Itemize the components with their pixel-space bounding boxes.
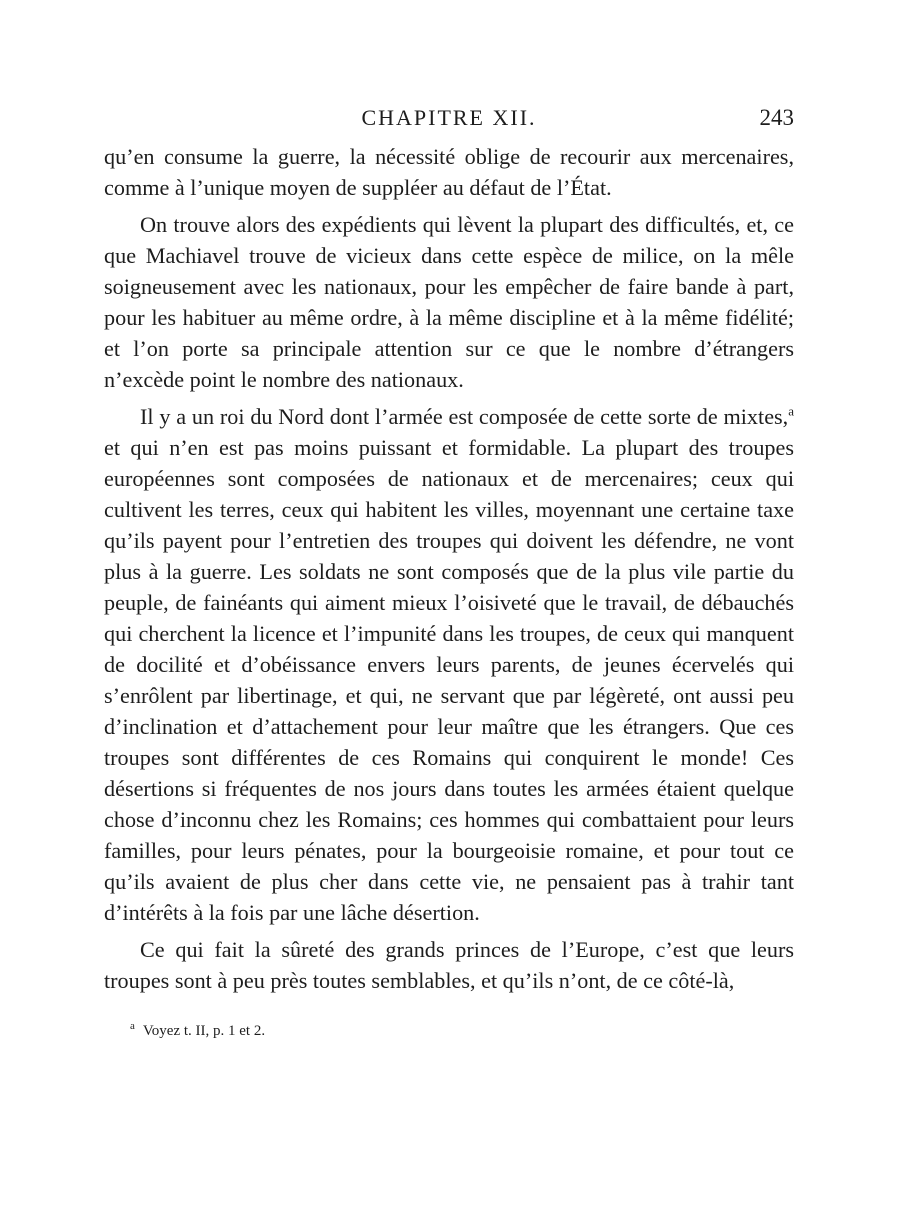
footnote-reference[interactable]: a	[788, 403, 794, 419]
page-number: 243	[759, 105, 794, 130]
footnote-marker: a	[130, 1020, 135, 1032]
page	[104, 105, 794, 1041]
footnote	[104, 1016, 794, 1041]
body-text	[104, 141, 794, 996]
chapter-title: CHAPITRE XII.	[361, 105, 537, 130]
paragraph-text-after-note: et qui n’en est pas moins puissant et formidable. La plupart des troupes européennes sont composées de nationaux et de mercenaires; ceux qui cultivent les terres, ceux qui habitent les villes, moyennant une certaine taxe qu’ils payent pour l’entretien des troupes qui doivent les défendre, ne vont plus à la guerre. Les soldats ne sont composés que de la plus vile partie du peuple, de fainéants qui aiment mieux l’oisiveté que le travail, de débauchés qui cherchent la licence et l’impunité dans les troupes, de ceux qui manquent de docilité et d’obéissance envers leurs parents, de jeunes écervelés qui s’enrôlent par libertinage, et qui, ne servant que par légèreté, ont aussi peu d’inclination et d’attachement pour leur maître que les étrangers. Que ces troupes sont différentes de ces Romains qui conquirent le monde! Ces désertions si fréquentes de nos jours dans toutes les armées étaient quelque chose d’inconnu chez les Romains; ces hommes qui combattaient pour leurs familles, pour leurs pénates, pour la bourgeoisie romaine, et pour tout ce qu’ils avaient de plus cher dans cette vie, ne pensaient pas à trahir tant d’intérêts à la fois par une lâche désertion.	[104, 435, 794, 925]
paragraph-expedients: On trouve alors des expédients qui lèvent la plupart des difficultés, et, ce que Machiavel trouve de vicieux dans cette espèce de milice, on la mêle soigneusement avec les nationaux, pour les empêcher de faire bande à part, pour les habituer au même ordre, à la même discipline et à la même fidélité; et l’on porte sa principale attention sur ce que le nombre d’étrangers n’excède point le nombre des nationaux.	[104, 212, 794, 392]
paragraph-surete: Ce qui fait la sûreté des grands princes de l’Europe, c’est que leurs troupes sont à peu près toutes semblables, et qu’ils n’ont, de ce côté-là,	[104, 937, 794, 993]
footnote-text: Voyez t. II, p. 1 et 2.	[142, 1023, 266, 1039]
paragraph-roi-du-nord	[104, 401, 794, 928]
paragraph-text-before-note: Il y a un roi du Nord dont l’armée est composée de cette sorte de mixtes,	[140, 404, 789, 429]
paragraph-continued: qu’en consume la guerre, la nécessité oblige de recourir aux mercenaires, comme à l’unique moyen de suppléer au défaut de l’État.	[104, 144, 794, 200]
running-head	[104, 105, 794, 141]
